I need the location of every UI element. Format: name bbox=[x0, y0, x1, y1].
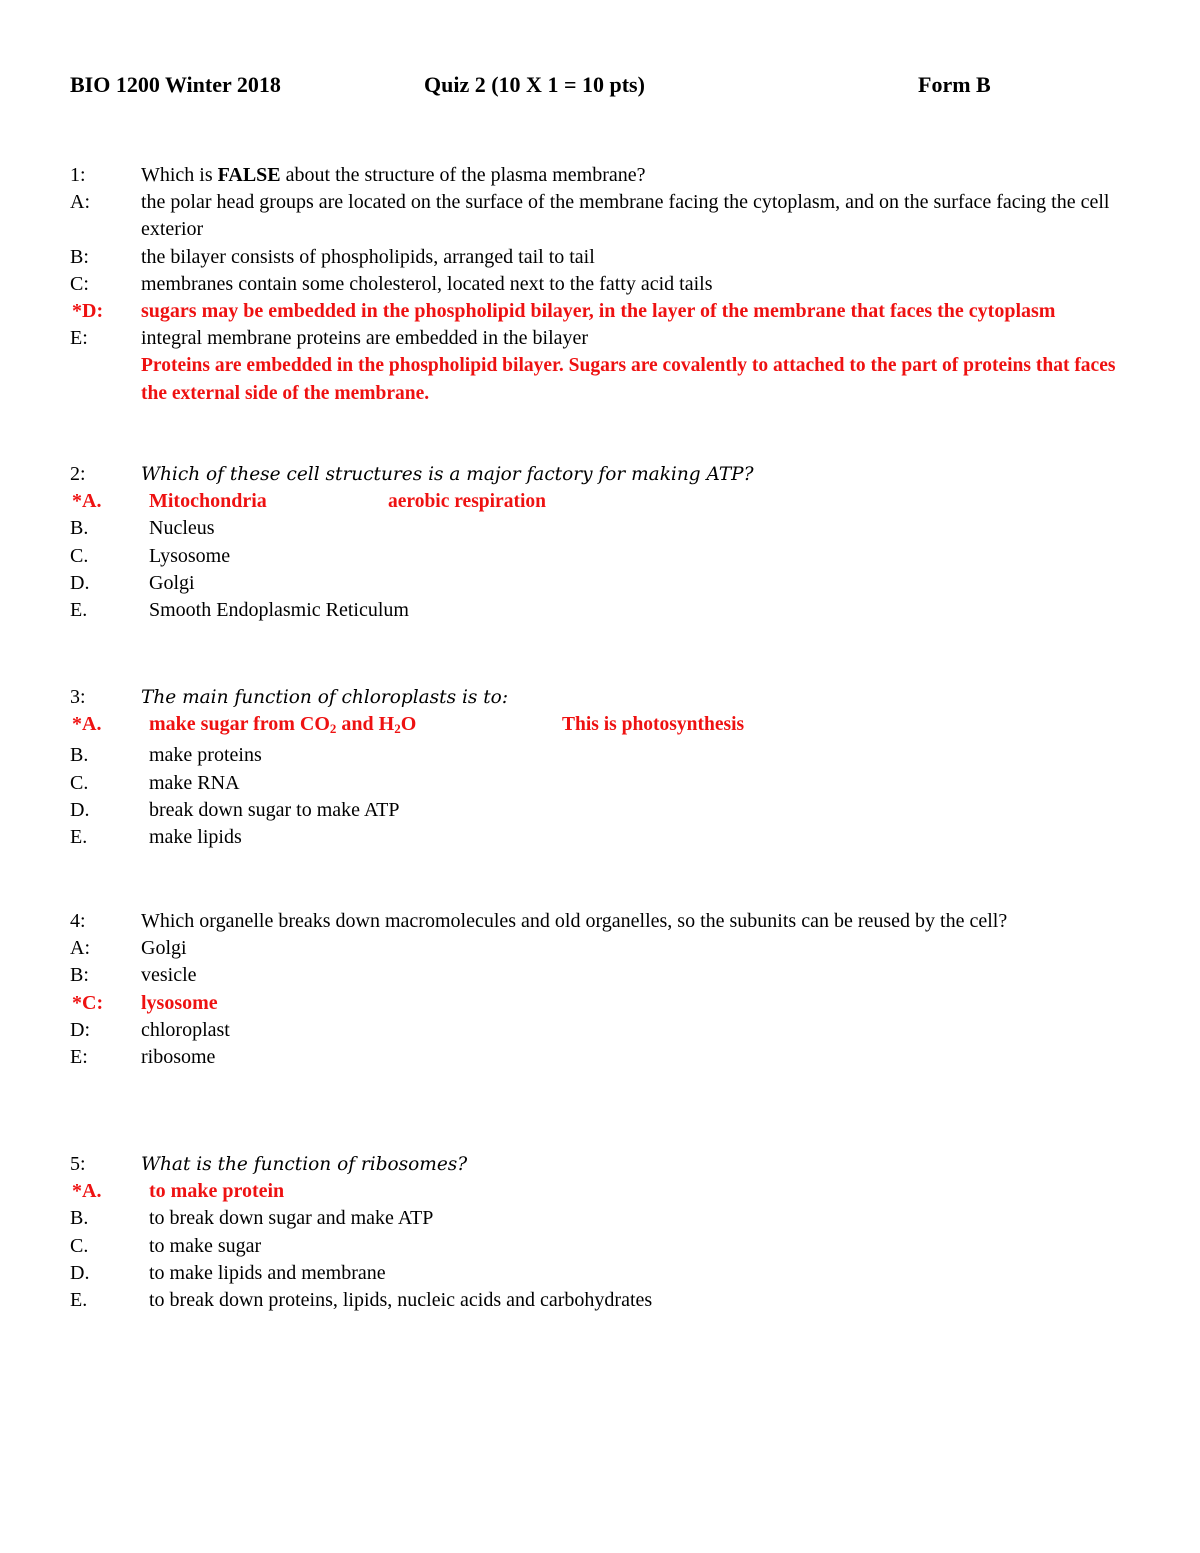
option-d: D. to make lipids and membrane bbox=[70, 1261, 386, 1284]
answer-note: aerobic respiration bbox=[388, 491, 546, 513]
answer-explanation: Proteins are embedded in the phospholipid bilayer. Sugars are covalently to attached to the part of proteins that faces the external side of the membrane. bbox=[141, 355, 1116, 404]
question-stem: 4: Which organelle breaks down macromolecules and old organelles, so the subunits can be reused by the cell? bbox=[70, 908, 1140, 935]
option-b: B: the bilayer consists of phospholipids, arranged tail to tail bbox=[70, 245, 595, 268]
option-a: A: Golgi bbox=[70, 937, 187, 960]
option-d: D. break down sugar to make ATP bbox=[70, 798, 400, 821]
option-d: D. Golgi bbox=[70, 571, 195, 594]
option-a-correct: *A. to make protein bbox=[72, 1180, 285, 1203]
answer-note: This is photosynthesis bbox=[562, 714, 745, 736]
question-number: 3: bbox=[70, 686, 86, 708]
question-stem: 5: What is the function of ribosomes? bbox=[70, 1151, 1140, 1178]
question-stem: 1: Which is FALSE about the structure of the plasma membrane? bbox=[70, 162, 1140, 189]
question-5 bbox=[70, 1151, 1140, 1314]
course-title: BIO 1200 Winter 2018 bbox=[70, 72, 281, 97]
option-e: E. make lipids bbox=[70, 826, 242, 849]
question-number: 4: bbox=[70, 910, 86, 932]
option-c: C: membranes contain some cholesterol, located next to the fatty acid tails bbox=[70, 272, 713, 295]
option-d-correct: *D: sugars may be embedded in the phospholipid bilayer, in the layer of the membrane that faces the cytoplasm bbox=[72, 300, 1056, 323]
option-d: D: chloroplast bbox=[70, 1018, 230, 1041]
option-a-correct: *A. Mitochondria aerobic respiration bbox=[70, 488, 1140, 515]
question-number: 2: bbox=[70, 463, 86, 485]
option-e: E: integral membrane proteins are embedded in the bilayer bbox=[70, 327, 589, 350]
question-4 bbox=[70, 908, 1140, 1071]
option-c-correct: *C: lysosome bbox=[72, 991, 218, 1014]
option-c: C. Lysosome bbox=[70, 544, 231, 567]
option-c: C. to make sugar bbox=[70, 1234, 262, 1257]
quiz-title: Quiz 2 (10 X 1 = 10 pts) bbox=[424, 72, 645, 97]
emphasis-false: FALSE bbox=[217, 164, 281, 186]
option-e: E. to break down proteins, lipids, nucleic acids and carbohydrates bbox=[70, 1289, 653, 1312]
question-number: 5: bbox=[70, 1153, 86, 1175]
form-label: Form B bbox=[918, 72, 991, 97]
option-e: E: ribosome bbox=[70, 1046, 216, 1069]
option-b: B. to break down sugar and make ATP bbox=[70, 1207, 434, 1230]
option-c: C. make RNA bbox=[70, 771, 240, 794]
option-a-correct: *A. make sugar from $CO_2$ and $H_2O$ This is photosynthesis bbox=[70, 711, 1140, 742]
option-e: E. Smooth Endoplasmic Reticulum bbox=[70, 599, 409, 622]
option-a: A: the polar head groups are located on the surface of the membrane facing the cytoplasm, and on the surface facing the cell exterior bbox=[70, 191, 1110, 241]
option-b: B. Nucleus bbox=[70, 517, 215, 540]
question-3 bbox=[70, 684, 1140, 851]
question-stem: 2: Which of these cell structures is a major factory for making ATP? bbox=[70, 461, 1140, 488]
question-stem: 3: The main function of chloroplasts is to: bbox=[70, 684, 1140, 711]
option-b: B: vesicle bbox=[70, 964, 197, 987]
option-b: B. make proteins bbox=[70, 744, 262, 767]
question-number: 1: bbox=[70, 164, 86, 186]
quiz-header bbox=[70, 72, 1150, 106]
question-2 bbox=[70, 461, 1140, 624]
question-1 bbox=[70, 162, 1140, 407]
